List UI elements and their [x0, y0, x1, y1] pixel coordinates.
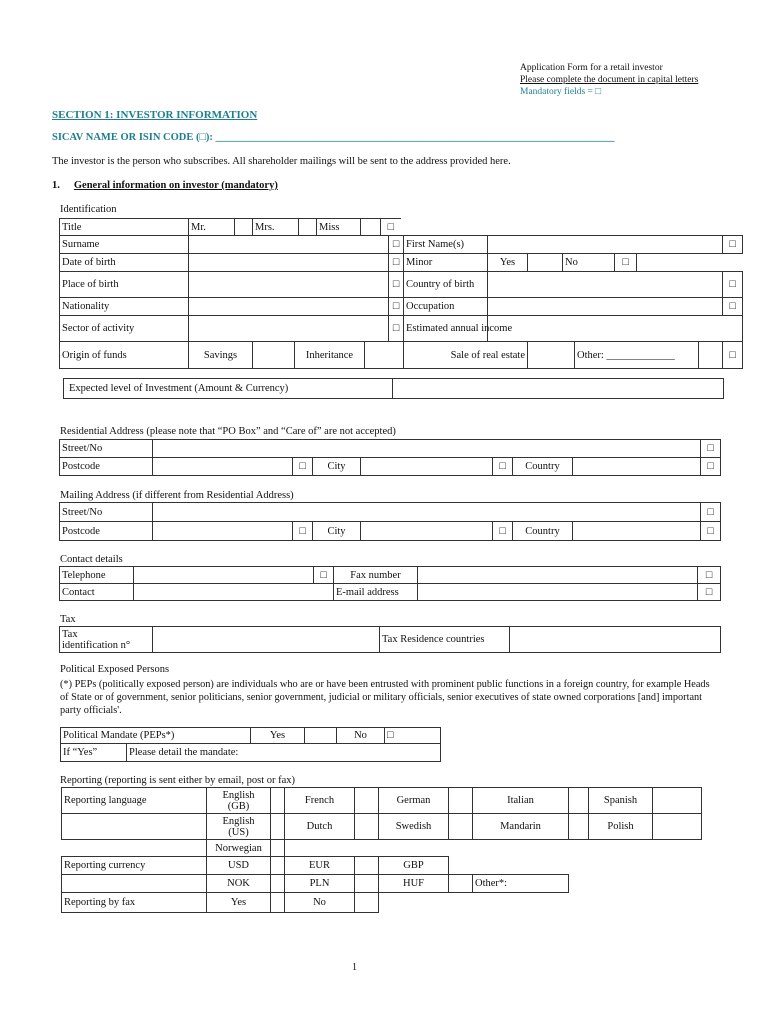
origin-real-estate-label: Sale of real estate [404, 342, 528, 369]
real-estate-checkbox[interactable] [528, 342, 575, 369]
pep-if-yes-label: If “Yes” [61, 744, 127, 762]
income-input[interactable] [488, 316, 743, 342]
res-country-input[interactable] [573, 458, 701, 476]
currency-cont [62, 875, 207, 893]
pob-input[interactable] [189, 272, 389, 298]
mail-street-mandatory-icon: □ [701, 503, 721, 522]
lang-mandarin: Mandarin [473, 814, 569, 840]
english-us-checkbox[interactable] [271, 814, 285, 840]
title-table [59, 218, 401, 236]
telephone-input[interactable] [134, 567, 314, 584]
cob-label: Country of birth [404, 272, 488, 298]
currency-usd: USD [207, 857, 271, 875]
telephone-label: Telephone [60, 567, 134, 584]
title-label: Title [60, 219, 189, 236]
lang-italian: Italian [473, 788, 569, 814]
general-heading [52, 180, 278, 191]
lang-english-gb [207, 788, 271, 814]
form-header [520, 62, 698, 98]
lang-english-us-line2: (US) [228, 826, 249, 838]
origin-savings-label: Savings [189, 342, 253, 369]
mr-checkbox[interactable] [235, 219, 253, 236]
investment-input[interactable] [393, 379, 724, 399]
minor-yes-label: Yes [488, 254, 528, 272]
lang-english-us [207, 814, 271, 840]
email-label: E-mail address [334, 584, 418, 601]
english-gb-checkbox[interactable] [271, 788, 285, 814]
lang-german: German [379, 788, 449, 814]
currency-row-spacer [449, 857, 702, 875]
contact-label: Contact [60, 584, 134, 601]
form-instruction: Please complete the document in capital letters [520, 75, 699, 85]
pob-label: Place of birth [60, 272, 189, 298]
tax-residence-label: Tax Residence countries [380, 627, 510, 653]
nok-checkbox[interactable] [271, 875, 285, 893]
reporting-language-cont [62, 814, 207, 840]
pep-no-label: No [337, 728, 385, 744]
mailing-heading: Mailing Address (if different from Residential Address) [60, 490, 294, 501]
lang-norwegian: Norwegian [207, 840, 271, 857]
fax-mandatory-icon: □ [698, 567, 721, 584]
res-country-mandatory-icon: □ [701, 458, 721, 476]
currency-huf: HUF [379, 875, 449, 893]
telephone-mandatory-icon: □ [314, 567, 334, 584]
res-street-input[interactable] [153, 440, 701, 458]
pep-no-checkbox-icon: □ [387, 730, 394, 741]
pob-mandatory-icon: □ [389, 272, 404, 298]
title-mr: Mr. [189, 219, 235, 236]
form-title: Application Form for a retail investor [520, 63, 663, 73]
dutch-checkbox[interactable] [355, 814, 379, 840]
res-street-label: Street/No [60, 440, 153, 458]
res-city-input[interactable] [361, 458, 493, 476]
pln-checkbox[interactable] [355, 875, 379, 893]
tax-heading: Tax [60, 614, 76, 625]
pep-heading: Political Exposed Persons [60, 664, 170, 675]
tax-table [59, 626, 721, 653]
spanish-checkbox[interactable] [653, 788, 702, 814]
mail-postcode-mandatory-icon: □ [293, 522, 313, 541]
origin-other-field[interactable]: Other: _____________ [575, 342, 699, 369]
currency-eur: EUR [285, 857, 355, 875]
identification-table [59, 235, 743, 369]
res-city-mandatory-icon: □ [493, 458, 513, 476]
pep-detail-field[interactable]: Please detail the mandate: [127, 744, 441, 762]
res-postcode-input[interactable] [153, 458, 293, 476]
currency-pln: PLN [285, 875, 355, 893]
first-names-label: First Name(s) [404, 236, 488, 254]
dob-label: Date of birth [60, 254, 189, 272]
pep-yes-label: Yes [251, 728, 305, 744]
norwegian-checkbox[interactable] [271, 840, 285, 857]
mail-city-mandatory-icon: □ [493, 522, 513, 541]
fax-no-label: No [285, 893, 355, 913]
surname-input[interactable] [189, 236, 389, 254]
sector-mandatory-icon: □ [389, 316, 404, 342]
reporting-currency-label: Reporting currency [62, 857, 207, 875]
nationality-mandatory-icon: □ [389, 298, 404, 316]
fax-no-checkbox[interactable] [355, 893, 379, 913]
title-miss: Miss [317, 219, 361, 236]
sicav-field[interactable]: SICAV NAME OR ISIN CODE (□): ____________________________________________________________________________ [52, 132, 615, 143]
res-postcode-label: Postcode [60, 458, 153, 476]
investment-label: Expected level of Investment (Amount & Currency) [64, 379, 393, 399]
mandarin-checkbox[interactable] [569, 814, 589, 840]
italian-checkbox[interactable] [569, 788, 589, 814]
savings-checkbox[interactable] [253, 342, 295, 369]
lang-french: French [285, 788, 355, 814]
lang-english-gb-line1: English [222, 789, 255, 801]
tax-id-input[interactable] [153, 627, 380, 653]
surname-label: Surname [60, 236, 189, 254]
other-checkbox[interactable] [699, 342, 723, 369]
res-city-label: City [313, 458, 361, 476]
occupation-mandatory-icon: □ [723, 298, 743, 316]
cob-mandatory-icon: □ [723, 272, 743, 298]
tax-residence-input[interactable] [510, 627, 721, 653]
reporting-fax-label: Reporting by fax [62, 893, 207, 913]
fax-input[interactable] [418, 567, 698, 584]
lang-polish: Polish [589, 814, 653, 840]
lang-spanish: Spanish [589, 788, 653, 814]
contact-input[interactable] [134, 584, 334, 601]
minor-no-label: No [563, 254, 615, 272]
minor-spacer [637, 254, 743, 272]
swedish-checkbox[interactable] [449, 814, 473, 840]
res-street-mandatory-icon: □ [701, 440, 721, 458]
occupation-input[interactable] [488, 298, 723, 316]
minor-yes-checkbox[interactable] [528, 254, 563, 272]
cob-input[interactable] [488, 272, 723, 298]
surname-mandatory-icon: □ [389, 236, 404, 254]
fax-yes-checkbox[interactable] [271, 893, 285, 913]
nationality-input[interactable] [189, 298, 389, 316]
general-title: General information on investor (mandatory) [73, 180, 278, 191]
reporting-table [61, 787, 702, 913]
minor-no-checkbox[interactable]: □ [615, 254, 637, 272]
contact-heading: Contact details [60, 554, 123, 565]
mailing-table [59, 502, 721, 541]
nationality-label: Nationality [60, 298, 189, 316]
mail-country-mandatory-icon: □ [701, 522, 721, 541]
norwegian-row-spacer [285, 840, 702, 857]
tax-id-label-line1: Tax [62, 628, 78, 640]
origin-mandatory-icon: □ [723, 342, 743, 369]
title-mrs: Mrs. [253, 219, 299, 236]
minor-label: Minor [404, 254, 488, 272]
origin-inheritance-label: Inheritance [295, 342, 365, 369]
currency-other-spacer [569, 875, 702, 893]
mrs-checkbox[interactable] [299, 219, 317, 236]
income-label: Estimated annual income [404, 316, 488, 342]
mail-street-input[interactable] [153, 503, 701, 522]
page-number: 1 [352, 962, 357, 973]
res-country-label: Country [513, 458, 573, 476]
mail-country-label: Country [513, 522, 573, 541]
currency-nok: NOK [207, 875, 271, 893]
res-postcode-mandatory-icon: □ [293, 458, 313, 476]
tax-id-label-line2: identification n° [62, 639, 131, 651]
email-input[interactable] [418, 584, 698, 601]
reporting-language-label: Reporting language [62, 788, 207, 814]
pep-mandate-label: Political Mandate (PEPs*) [61, 728, 251, 744]
usd-checkbox[interactable] [271, 857, 285, 875]
first-names-input[interactable] [488, 236, 723, 254]
section-title: SECTION 1: INVESTOR INFORMATION [52, 109, 258, 121]
mail-postcode-input[interactable] [153, 522, 293, 541]
pep-description: (*) PEPs (politically exposed person) are individuals who are or have been entrusted with prominent public functions in a foreign country, for example Heads of State or of government, senior politicians, senior government, judicial or military officials, senior executives of state owned corporations [and] important party officials'. [60, 679, 710, 716]
mail-city-input[interactable] [361, 522, 493, 541]
eur-checkbox[interactable] [355, 857, 379, 875]
dob-mandatory-icon: □ [389, 254, 404, 272]
occupation-label: Occupation [404, 298, 488, 316]
fax-row-spacer [379, 893, 702, 913]
mail-street-label: Street/No [60, 503, 153, 522]
german-checkbox[interactable] [449, 788, 473, 814]
french-checkbox[interactable] [355, 788, 379, 814]
dob-input[interactable] [189, 254, 389, 272]
general-number: 1. [52, 180, 60, 191]
mail-postcode-label: Postcode [60, 522, 153, 541]
residential-heading: Residential Address (please note that “PO Box” and “Care of” are not accepted) [60, 426, 396, 437]
huf-checkbox[interactable] [449, 875, 473, 893]
pep-table [60, 727, 441, 762]
investment-table [63, 378, 724, 399]
pep-no-checkbox[interactable] [385, 728, 441, 744]
norwegian-spacer [62, 840, 207, 857]
inheritance-checkbox[interactable] [365, 342, 404, 369]
fax-label: Fax number [334, 567, 418, 584]
pep-yes-checkbox[interactable] [305, 728, 337, 744]
tax-id-label [60, 627, 153, 653]
email-mandatory-icon: □ [698, 584, 721, 601]
identification-heading: Identification [60, 204, 117, 215]
mail-city-label: City [313, 522, 361, 541]
sector-input[interactable] [189, 316, 389, 342]
title-mandatory-icon: □ [381, 219, 401, 236]
intro-text: The investor is the person who subscribes. All shareholder mailings will be sent to the address provided here. [52, 156, 511, 167]
fax-yes-label: Yes [207, 893, 271, 913]
origin-label: Origin of funds [60, 342, 189, 369]
mail-country-input[interactable] [573, 522, 701, 541]
contact-table [59, 566, 721, 601]
residential-table [59, 439, 721, 476]
first-names-mandatory-icon: □ [723, 236, 743, 254]
sector-label: Sector of activity [60, 316, 189, 342]
lang-english-gb-line2: (GB) [227, 800, 250, 812]
polish-checkbox[interactable] [653, 814, 702, 840]
currency-other-field[interactable]: Other*: [473, 875, 569, 893]
mandatory-note: Mandatory fields = □ [520, 87, 602, 97]
reporting-heading: Reporting (reporting is sent either by email, post or fax) [60, 775, 296, 786]
miss-checkbox[interactable] [361, 219, 381, 236]
currency-gbp: GBP [379, 857, 449, 875]
lang-swedish: Swedish [379, 814, 449, 840]
lang-english-us-line1: English [222, 815, 255, 827]
lang-dutch: Dutch [285, 814, 355, 840]
